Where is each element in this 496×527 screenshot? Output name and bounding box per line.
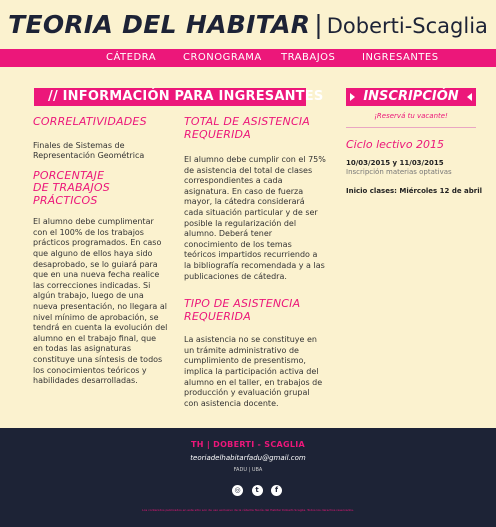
inscripcion-dates: 10/03/2015 y 11/03/2015 xyxy=(346,159,444,167)
site-footer xyxy=(0,428,496,527)
tipo-asistencia-heading-line2: REQUERIDA xyxy=(184,309,251,323)
tipo-asistencia-text: La asistencia no se constituye en un trámite administrativo de cumplimiento de presentismo, implica la participación activa del alumno en el taller, en trabajos de producción y evaluación grupal con asistencia docente. xyxy=(184,335,323,408)
tipo-asistencia-heading-line1: TIPO DE ASISTENCIA xyxy=(184,297,301,311)
triangle-right-icon xyxy=(350,93,355,101)
porcentaje-heading-line2: DE TRABAJOS PRÁCTICOS xyxy=(33,181,110,207)
correlatividades-text: Finales de Sistemas de Representación Geométrica xyxy=(33,140,145,161)
nav-item-trabajos[interactable]: TRABAJOS xyxy=(281,52,336,63)
site-title-sub: Doberti-Scaglia xyxy=(326,14,488,38)
optativas-text: Inscripción materias optativas xyxy=(346,168,452,176)
footer-title: TH | DOBERTI - SCAGLIA xyxy=(190,440,306,449)
porcentaje-heading xyxy=(33,170,168,208)
site-title-separator: | xyxy=(314,10,323,39)
porcentaje-text: El alumno debe cumplimentar con el 100% de los trabajos prácticos programados. En caso que alguno de ellos haya sido desaprobado, se lo guiará para que en una nueva fecha realice las correcciones indicadas. Si algún trabajo, luego de una nueva presentación, no llegara al nivel mínimo de aprobación, se tendrá en cuenta la evolución del alumno en el trabajo final, que en todas las asignaturas constituye una síntesis de todos los conocimientos teóricos y habilidades desarrolladas. xyxy=(33,217,168,386)
footer-email-link[interactable]: teoriadelhabitarfadu@gmail.com xyxy=(190,454,306,462)
inscripcion-divider xyxy=(346,127,476,128)
total-asistencia-heading-line1: TOTAL DE ASISTENCIA xyxy=(184,115,311,128)
porcentaje-heading-line1: PORCENTAJE xyxy=(33,168,105,182)
ciclo-lectivo-heading: Ciclo lectivo 2015 xyxy=(346,138,445,151)
social-icons xyxy=(232,485,282,497)
site-header xyxy=(0,0,496,48)
nav-item-catedra[interactable]: CÁTEDRA xyxy=(106,52,157,63)
site-title[interactable] xyxy=(0,10,496,39)
correlatividades-heading: CORRELATIVIDADES xyxy=(33,115,147,128)
reserve-link[interactable]: ¡Reservá tu vacante! xyxy=(374,112,448,120)
triangle-left-icon xyxy=(467,93,472,101)
footer-legal: Los contenidos publicados en este sitio son de uso exclusivo de la cátedra Teoría del Habitar Doberti-Scaglia. Todos los derechos reservados. xyxy=(142,508,354,512)
footer-institution: FADU | UBA xyxy=(233,467,263,473)
info-column-right xyxy=(184,116,326,409)
total-asistencia-heading-line2: REQUERIDA xyxy=(184,127,251,141)
inscripcion-banner[interactable] xyxy=(346,88,476,106)
instagram-icon[interactable]: ◎ xyxy=(232,485,243,496)
inscripcion-title: INSCRIPCIÓN xyxy=(363,89,459,104)
twitter-icon[interactable]: t xyxy=(252,485,263,496)
nav-item-ingresantes[interactable]: INGRESANTES xyxy=(362,52,439,63)
total-asistencia-heading xyxy=(184,116,326,141)
facebook-icon[interactable]: f xyxy=(271,485,282,496)
total-asistencia-text: El alumno debe cumplir con el 75% de asistencia del total de clases correspondientes a cada asignatura. En caso de fuerza mayor, la cátedra considerará cada situación particular y de ser posible la regularización del alumno. Deberá tener conocimiento de los temas teóricos impartidos recurriendo a la bibliografía recomendada y a las publicaciones de cátedra. xyxy=(184,155,326,281)
info-column-left xyxy=(33,116,168,387)
site-title-main: TEORIA DEL HABITAR xyxy=(8,10,311,39)
tipo-asistencia-heading xyxy=(184,298,326,323)
nav-item-cronograma[interactable]: CRONOGRAMA xyxy=(183,52,262,63)
info-section-title: // INFORMACIÓN PARA INGRESANTES xyxy=(34,88,306,106)
main-nav xyxy=(0,49,496,67)
inicio-clases-text: Inicio clases: Miércoles 12 de abril xyxy=(346,187,483,195)
